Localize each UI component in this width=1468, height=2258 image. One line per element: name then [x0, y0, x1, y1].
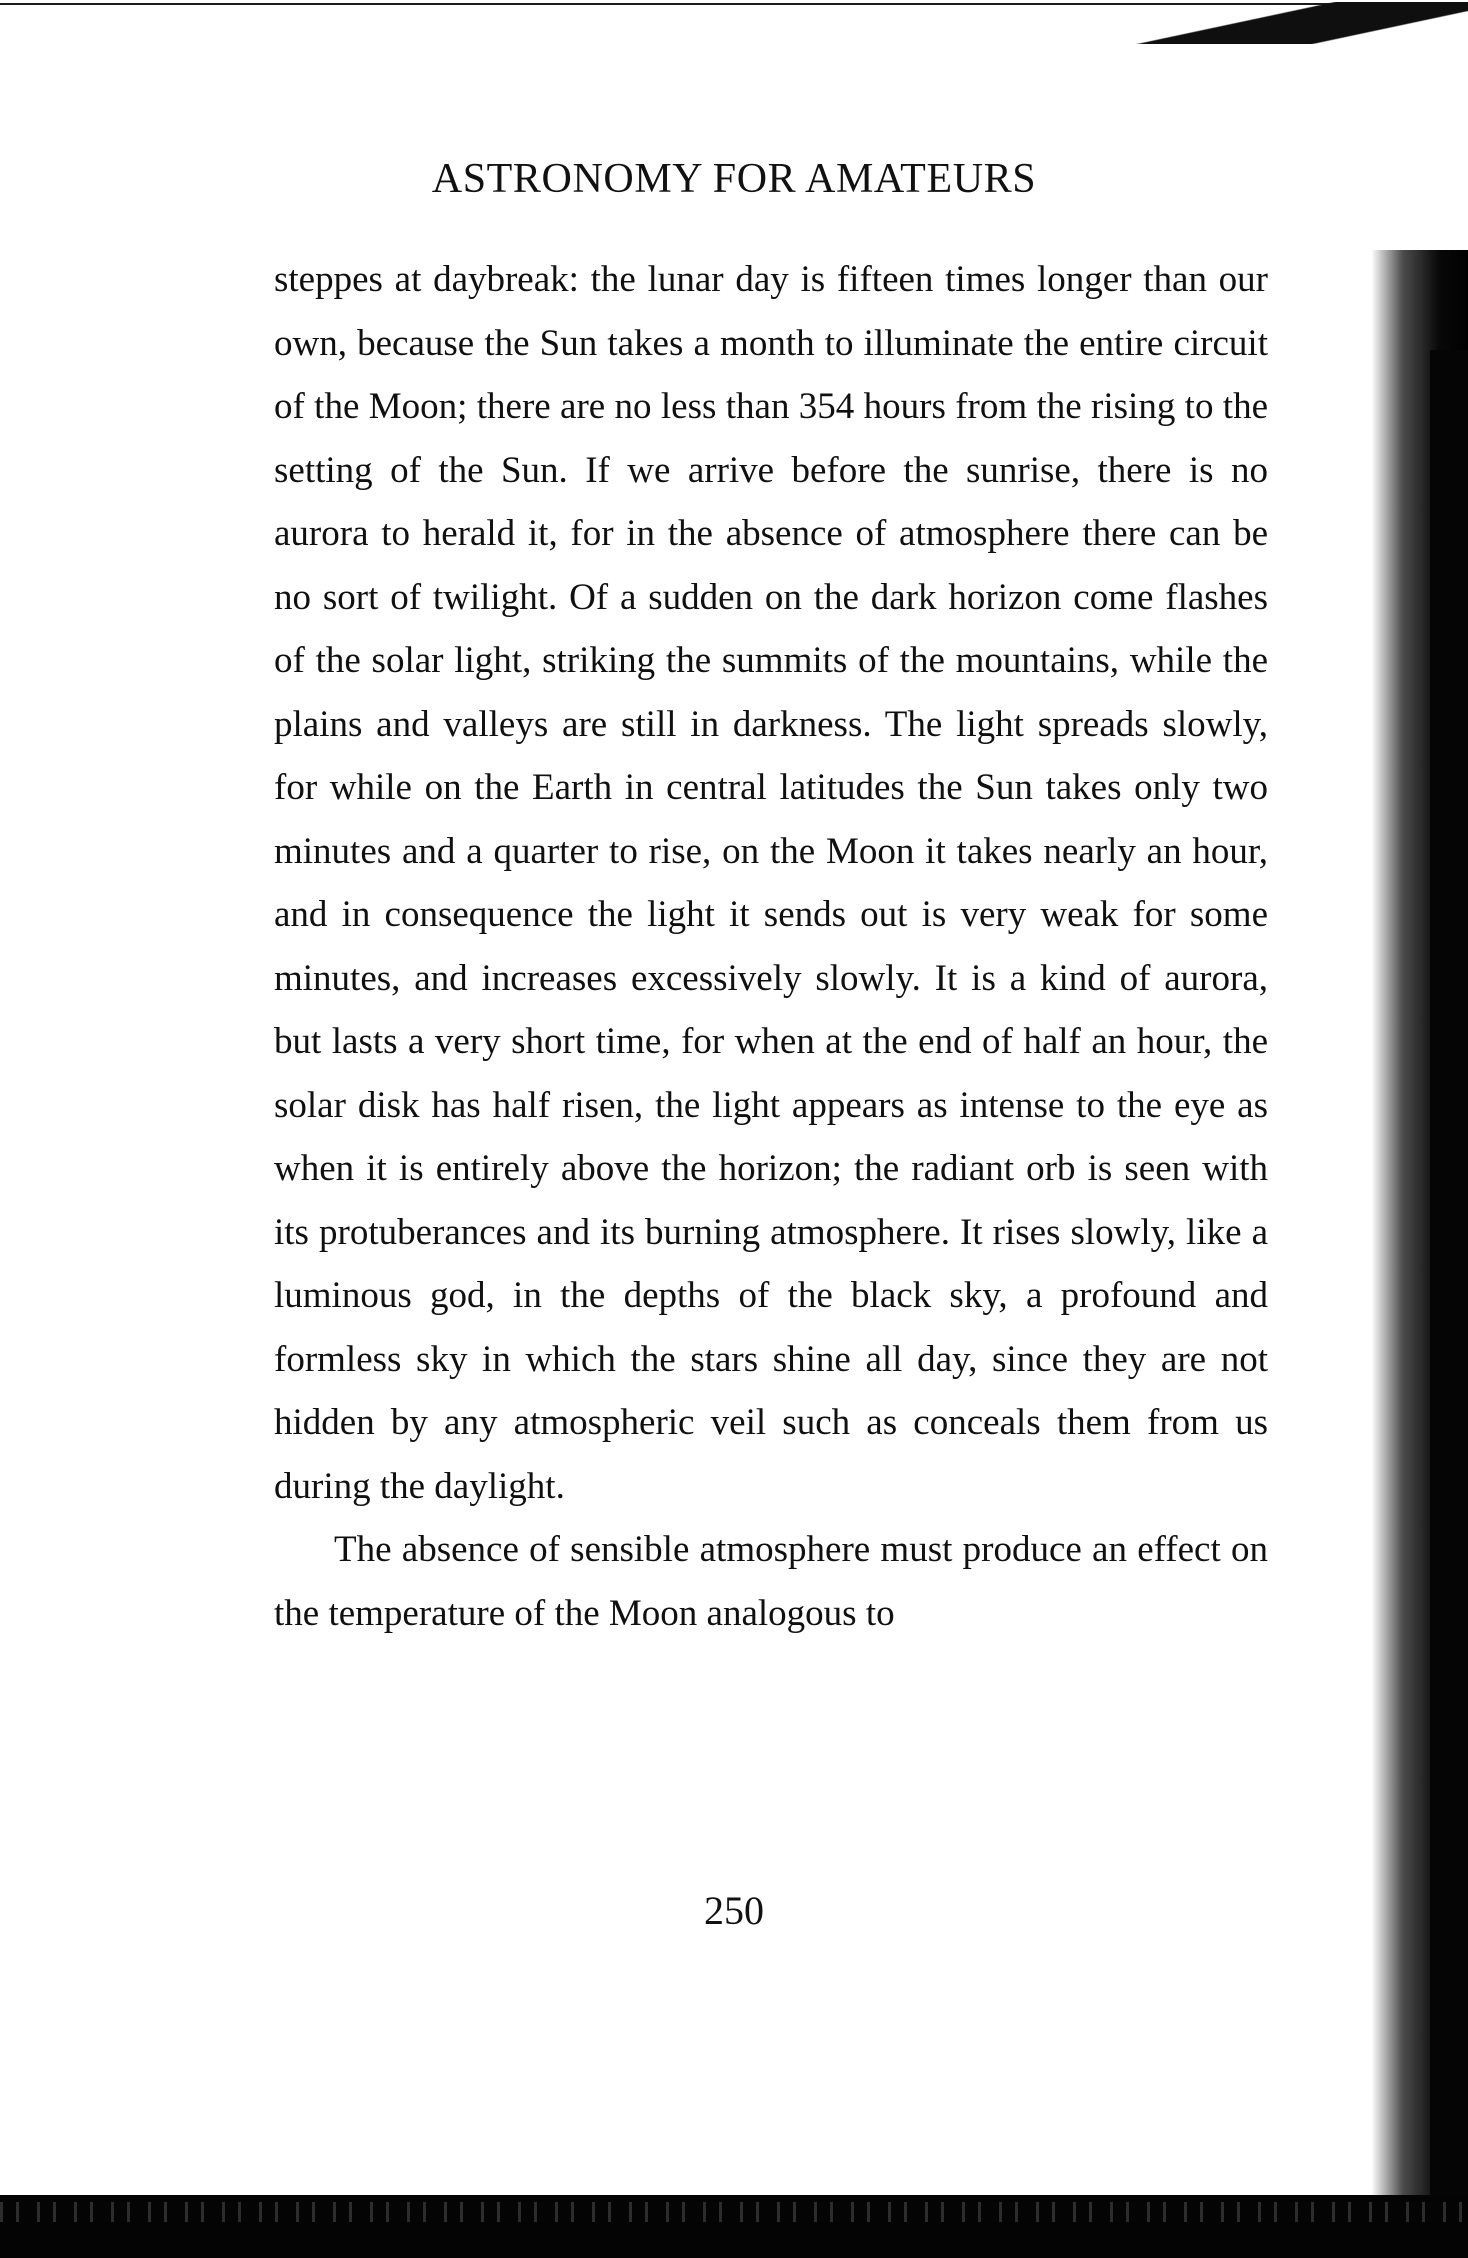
paragraph-1: steppes at daybreak: the lunar day is fifteen times longer than our own, because the Sun takes a month to illuminate the entire circuit of the Moon; there are no less than 354 hours from the rising to the setting of the Sun. If we arrive before the sunrise, there is no aurora to herald it, for in the absence of atmosphere there can be no sort of twilight. Of a sudden on the dark horizon come flashes of the solar light, striking the summits of the mountains, while the plains and valleys are still in darkness. The light spreads slowly, for while on the Earth in central latitudes the Sun takes only two minutes and a quarter to rise, on the Moon it takes nearly an hour, and in consequence the light it sends out is very weak for some minutes, and increases excessively slowly. It is a kind of aurora, but lasts a very short time, for when at the end of half an hour, the solar disk has half risen, the light appears as intense to the eye as when it is entirely above the horizon; the radiant orb is seen with its protuberances and its burning atmosphere. It rises slowly, like a luminous god, in the depths of the black sky, a profound and formless sky in which the stars shine all day, since they are not hidden by any atmospheric veil such as conceals them from us during the daylight.: [274, 259, 1268, 1507]
paragraph-2: The absence of sensible atmosphere must produce an effect on the temperature of the Moon analogous to: [274, 1529, 1268, 1634]
bottom-scan-speckle: [0, 2202, 1468, 2222]
running-head: ASTRONOMY FOR AMATEURS: [431, 156, 1037, 202]
page-number: 250: [704, 1888, 764, 1933]
top-right-scan-shadow: [1080, 2, 1468, 44]
page-body: [274, 248, 1268, 1645]
